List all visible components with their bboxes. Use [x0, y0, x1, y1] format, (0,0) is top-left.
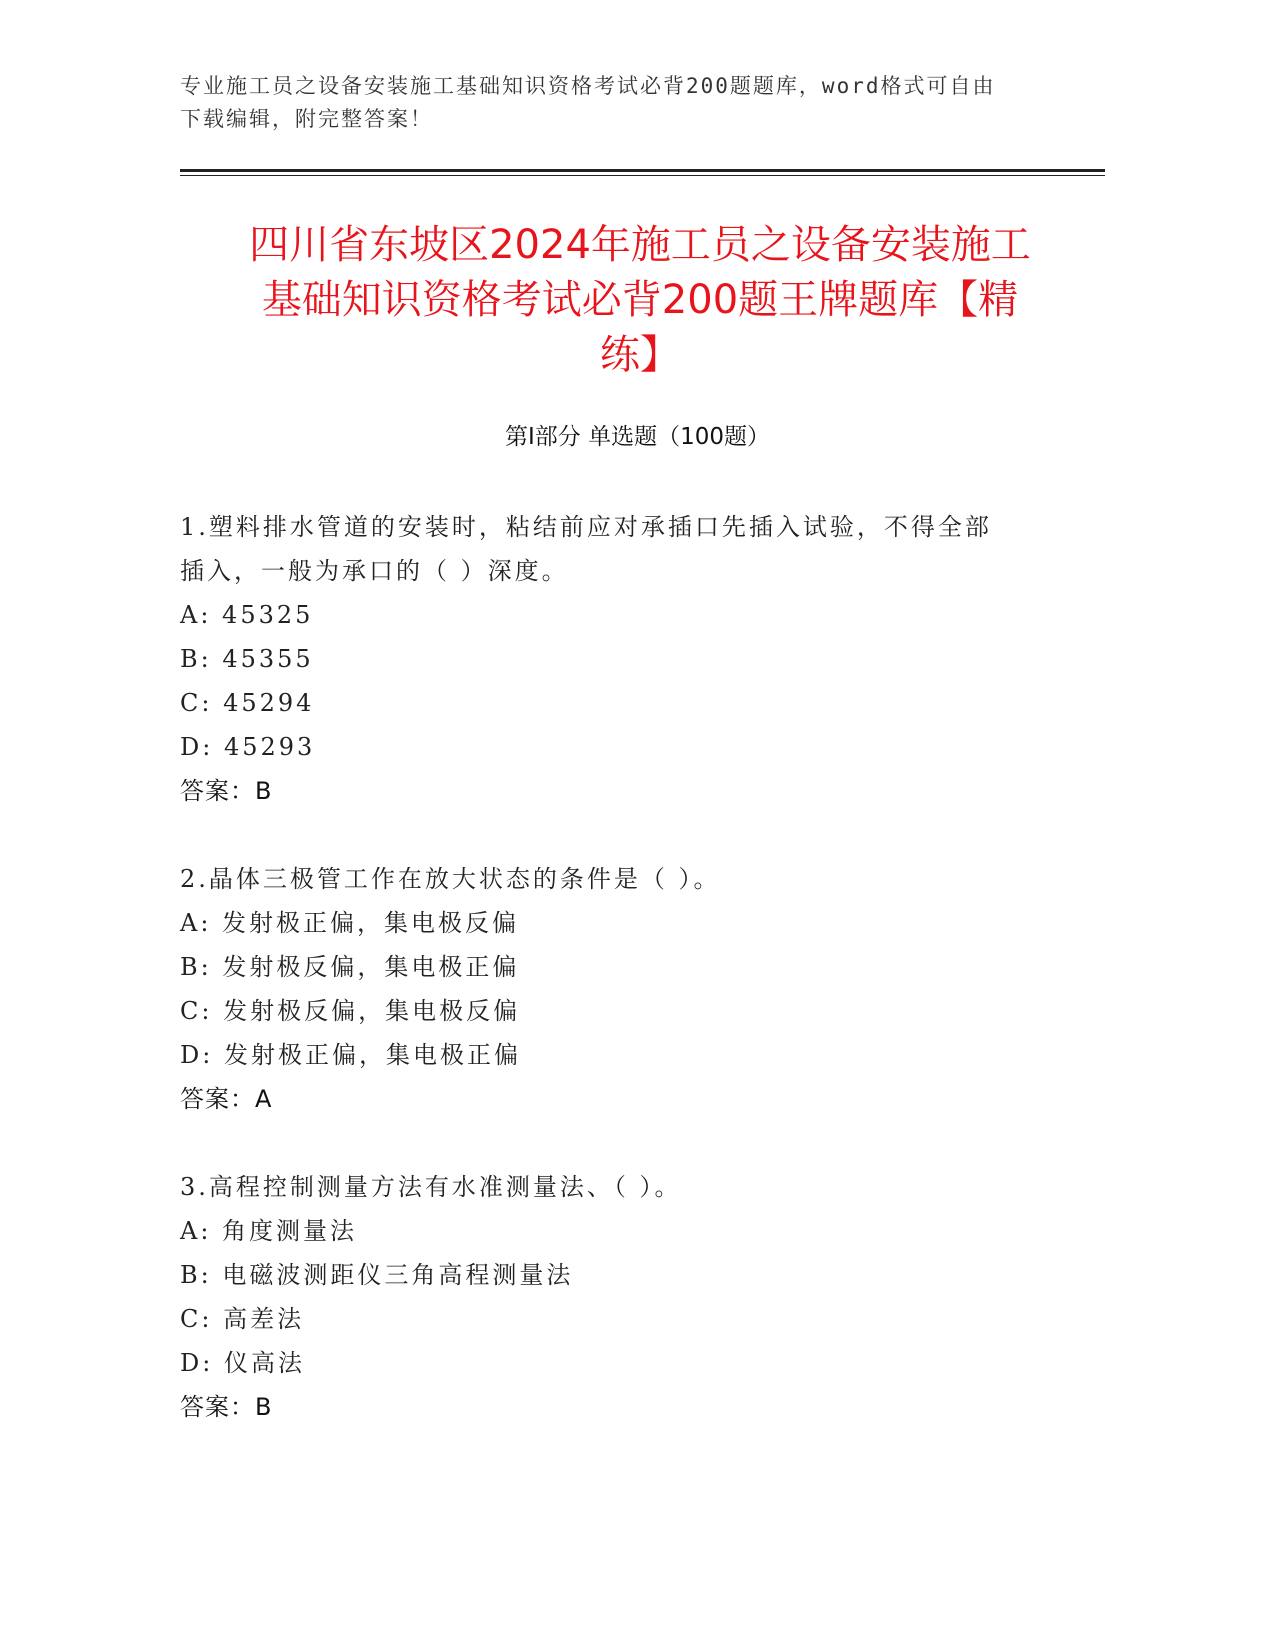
option-c: C: 45294: [180, 689, 315, 717]
question-text: 2.晶体三极管工作在放大状态的条件是（ ）。: [180, 865, 721, 893]
answer: 答案：B: [180, 777, 273, 805]
option-b: B: 45355: [180, 645, 314, 673]
header-note-line1: 专业施工员之设备安装施工基础知识资格考试必背200题题库，word格式可自由: [180, 74, 996, 98]
answer: 答案：B: [180, 1393, 273, 1421]
option-c: C: 高差法: [180, 1305, 305, 1333]
option-a: A: 45325: [180, 601, 314, 629]
header-note-line2: 下载编辑，附完整答案！: [180, 107, 433, 131]
question-1: [180, 505, 1040, 813]
question-text-continued: 插入，一般为承口的（ ）深度。: [180, 557, 569, 585]
option-c: C: 发射极反偏，集电极反偏: [180, 997, 521, 1025]
option-a: A: 角度测量法: [180, 1217, 358, 1245]
title-line1: 四川省东坡区2024年施工员之设备安装施工: [249, 222, 1031, 268]
question-2: [180, 857, 1040, 1121]
header-divider-thin: [180, 175, 1105, 176]
option-d: D: 45293: [180, 733, 316, 761]
option-b: B: 发射极反偏，集电极正偏: [180, 953, 520, 981]
question-text: 1.塑料排水管道的安装时，粘结前应对承插口先插入试验，不得全部: [180, 513, 992, 541]
document-title: [160, 218, 1120, 383]
question-3: [180, 1165, 1040, 1429]
question-list: [180, 505, 1040, 1473]
section-heading: 第Ⅰ部分 单选题（100题）: [505, 424, 770, 450]
option-d: D: 仪高法: [180, 1349, 305, 1377]
option-b: B: 电磁波测距仪三角高程测量法: [180, 1261, 574, 1289]
answer: 答案：A: [180, 1085, 273, 1113]
option-d: D: 发射极正偏，集电极正偏: [180, 1041, 521, 1069]
question-text: 3.高程控制测量方法有水准测量法、（ ）。: [180, 1173, 682, 1201]
title-line2: 基础知识资格考试必背200题王牌题库【精: [261, 277, 1019, 323]
option-a: A: 发射极正偏，集电极反偏: [180, 909, 520, 937]
header-note: [180, 70, 1060, 136]
header-divider-thick: [180, 169, 1105, 172]
title-line3: 练】: [600, 332, 680, 378]
